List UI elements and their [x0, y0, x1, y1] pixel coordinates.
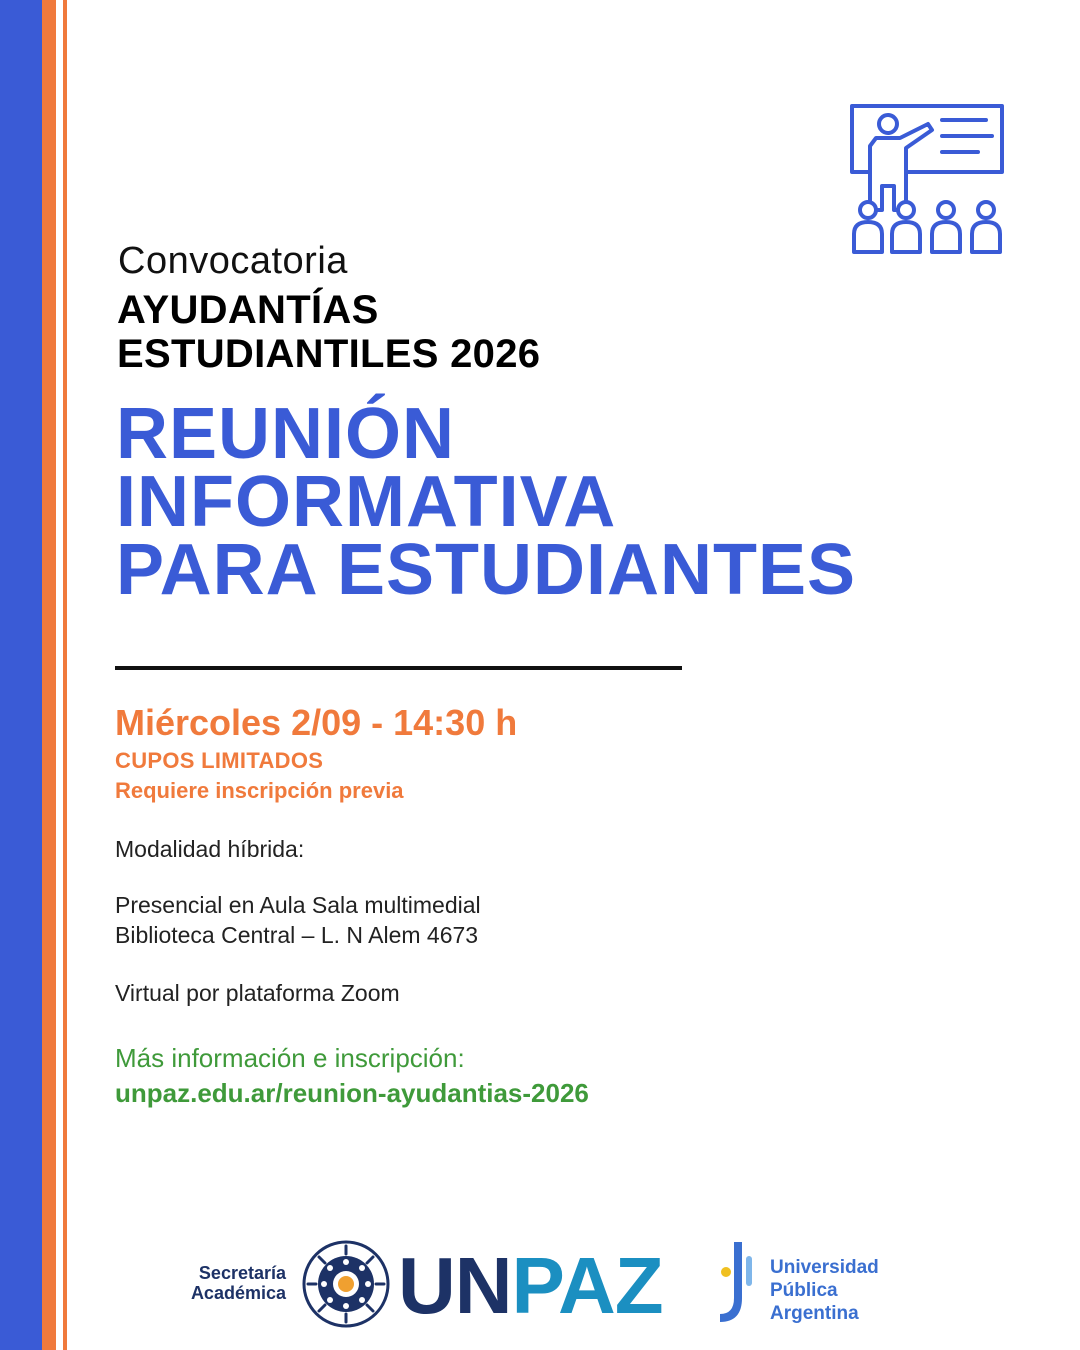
registration-required-notice: Requiere inscripción previa	[115, 778, 404, 803]
secretaria-line1: Secretaría	[198, 1263, 286, 1283]
virtual-details: Virtual por plataforma Zoom	[115, 980, 400, 1006]
in-person-line1: Presencial en Aula Sala multimedial	[115, 892, 481, 918]
modality-label: Modalidad híbrida:	[115, 836, 305, 862]
section-divider	[115, 666, 682, 670]
headline-line1: REUNIÓN	[116, 394, 456, 474]
program-title-line1: AYUDANTÍAS	[117, 288, 379, 332]
secretaria-line2: Académica	[190, 1283, 286, 1303]
left-orange-stripe	[42, 0, 56, 1350]
limited-spots-notice: CUPOS LIMITADOS	[115, 748, 324, 773]
program-title	[117, 288, 540, 376]
unpaz-seal-icon	[302, 1240, 390, 1328]
meeting-headline	[116, 394, 857, 610]
left-blue-stripe	[0, 0, 42, 1350]
left-orange-thin-stripe	[63, 0, 67, 1350]
event-date-time: Miércoles 2/09 - 14:30 h	[115, 702, 518, 743]
more-info-label: Más información e inscripción:	[115, 1043, 465, 1073]
unpaz-logo-text	[398, 1241, 663, 1330]
in-person-details	[115, 890, 481, 950]
universidad-publica-icon	[716, 1238, 760, 1326]
registration-link[interactable]: unpaz.edu.ar/reunion-ayudantias-2026	[115, 1078, 589, 1108]
secretaria-academica-label	[186, 1263, 286, 1303]
upa-line2: Pública	[770, 1280, 838, 1301]
unpaz-paz: PAZ	[511, 1241, 663, 1330]
upa-line1: Universidad	[770, 1257, 879, 1278]
teacher-presentation-icon	[848, 102, 1006, 260]
program-title-line2: ESTUDIANTILES 2026	[117, 332, 541, 376]
unpaz-un: UN	[398, 1241, 512, 1330]
convocatoria-label: Convocatoria	[118, 240, 348, 282]
headline-line2: INFORMATIVA	[116, 462, 617, 542]
stripe-gap	[56, 0, 63, 1350]
universidad-publica-label	[770, 1256, 879, 1325]
headline-line3: PARA ESTUDIANTES	[116, 530, 857, 610]
upa-line3: Argentina	[770, 1303, 859, 1324]
in-person-line2: Biblioteca Central – L. N Alem 4673	[115, 922, 479, 948]
